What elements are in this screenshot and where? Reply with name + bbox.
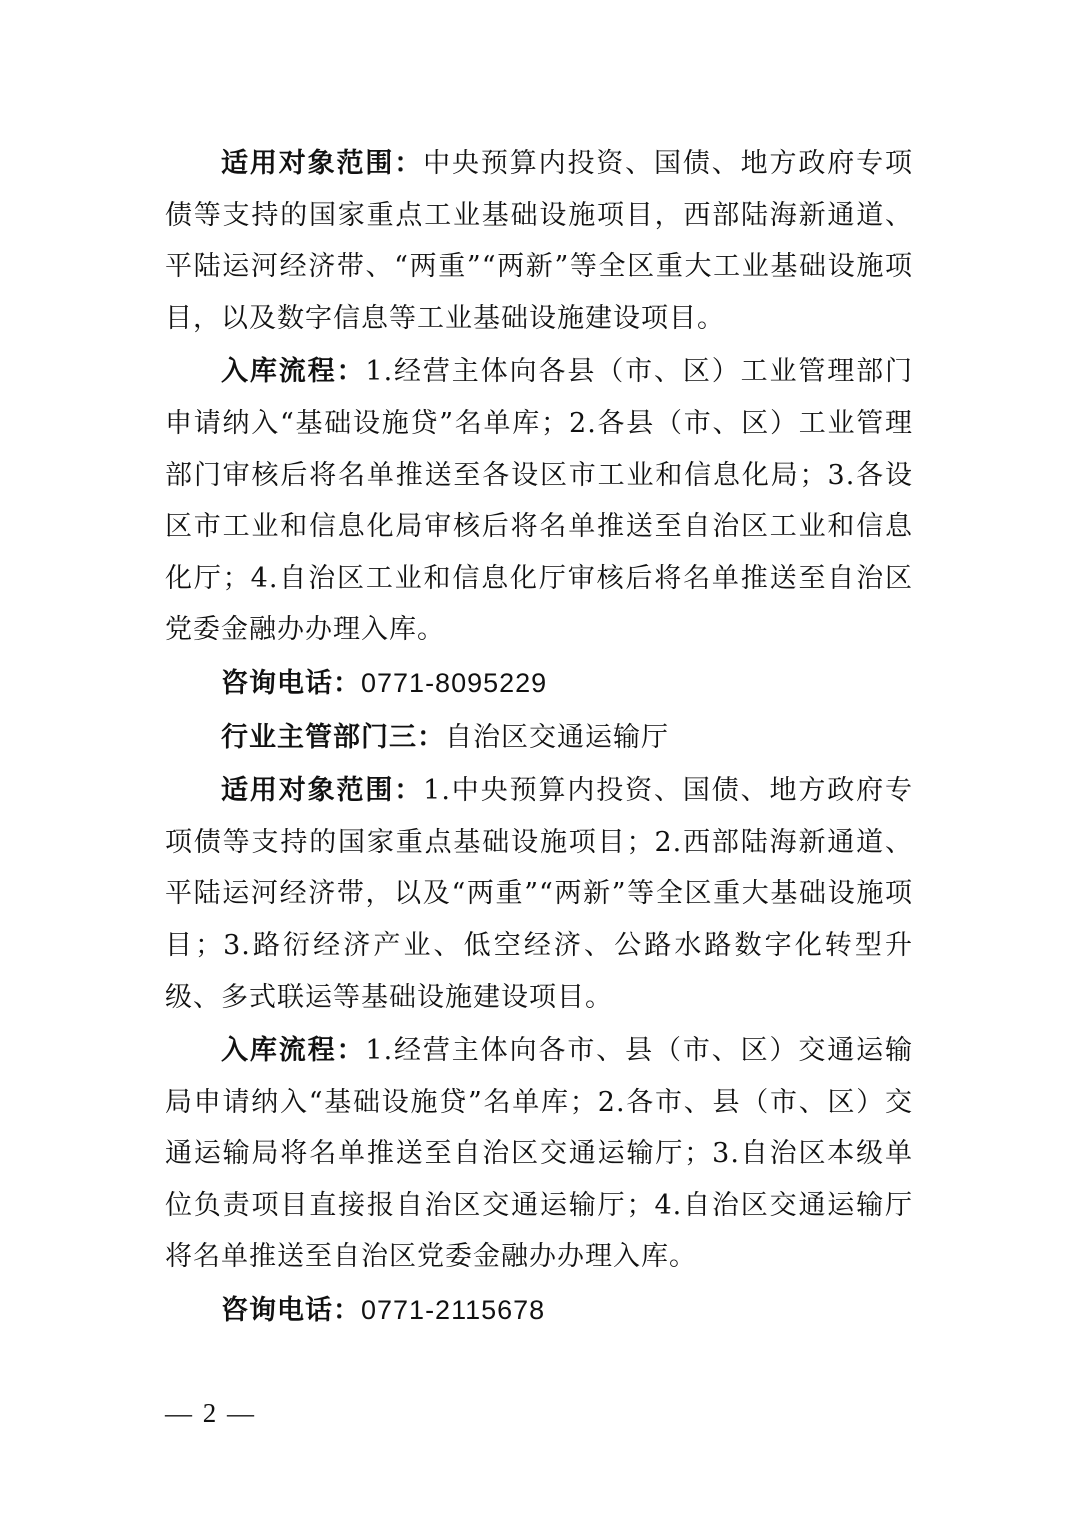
phone-paragraph-industry bbox=[165, 658, 913, 710]
document-body bbox=[165, 138, 913, 1339]
process-label: 入库流程： bbox=[221, 356, 366, 388]
phone-label: 咨询电话： bbox=[221, 667, 361, 699]
scope-label: 适用对象范围： bbox=[221, 148, 424, 179]
scope-text: 1.中央预算内投资、国债、地方政府专项债等支持的国家重点基础设施项目；2.西部陆海新通道、平陆运河经济带，以及“两重”“两新”等全区重大基础设施项目；3.路衍经济产业、低空经济、公路水路数字化转型升级、多式联运等基础设施建设项目。 bbox=[165, 775, 914, 1013]
process-paragraph-industry bbox=[165, 346, 913, 656]
department-name: 自治区交通运输厅 bbox=[445, 721, 669, 753]
process-text: 1.经营主体向各市、县（市、区）交通运输局申请纳入“基础设施贷”名单库；2.各市、县（市、区）交通运输局将名单推送至自治区交通运输厅；3.自治区本级单位负责项目直接报自治区交通运输厅；4.自治区交通运输厅将名单推送至自治区党委金融办办理入库。 bbox=[165, 1035, 914, 1273]
department-paragraph-transport bbox=[165, 712, 913, 764]
scope-label: 适用对象范围： bbox=[221, 775, 424, 807]
scope-paragraph-industry bbox=[165, 138, 913, 344]
department-label: 行业主管部门三： bbox=[221, 721, 445, 753]
phone-number: 0771-2115678 bbox=[361, 1295, 546, 1326]
phone-paragraph-transport bbox=[165, 1285, 913, 1337]
phone-number: 0771-8095229 bbox=[361, 667, 548, 698]
scope-paragraph-transport bbox=[165, 765, 913, 1023]
process-paragraph-transport bbox=[165, 1025, 913, 1283]
phone-label: 咨询电话： bbox=[221, 1295, 361, 1327]
process-label: 入库流程： bbox=[221, 1035, 366, 1067]
process-text: 1.经营主体向各县（市、区）工业管理部门申请纳入“基础设施贷”名单库；2.各县（市、区）工业管理部门审核后将名单推送至各设区市工业和信息化局；3.各设区市工业和信息化局审核后将名单推送至自治区工业和信息化厅；4.自治区工业和信息化厅审核后将名单推送至自治区党委金融办办理入库。 bbox=[165, 356, 914, 646]
scope-text: 中央预算内投资、国债、地方政府专项债等支持的国家重点工业基础设施项目，西部陆海新通道、平陆运河经济带、“两重”“两新”等全区重大工业基础设施项目，以及数字信息等工业基础设施建设项目。 bbox=[165, 148, 914, 334]
page-number: — 2 — bbox=[165, 1398, 256, 1428]
